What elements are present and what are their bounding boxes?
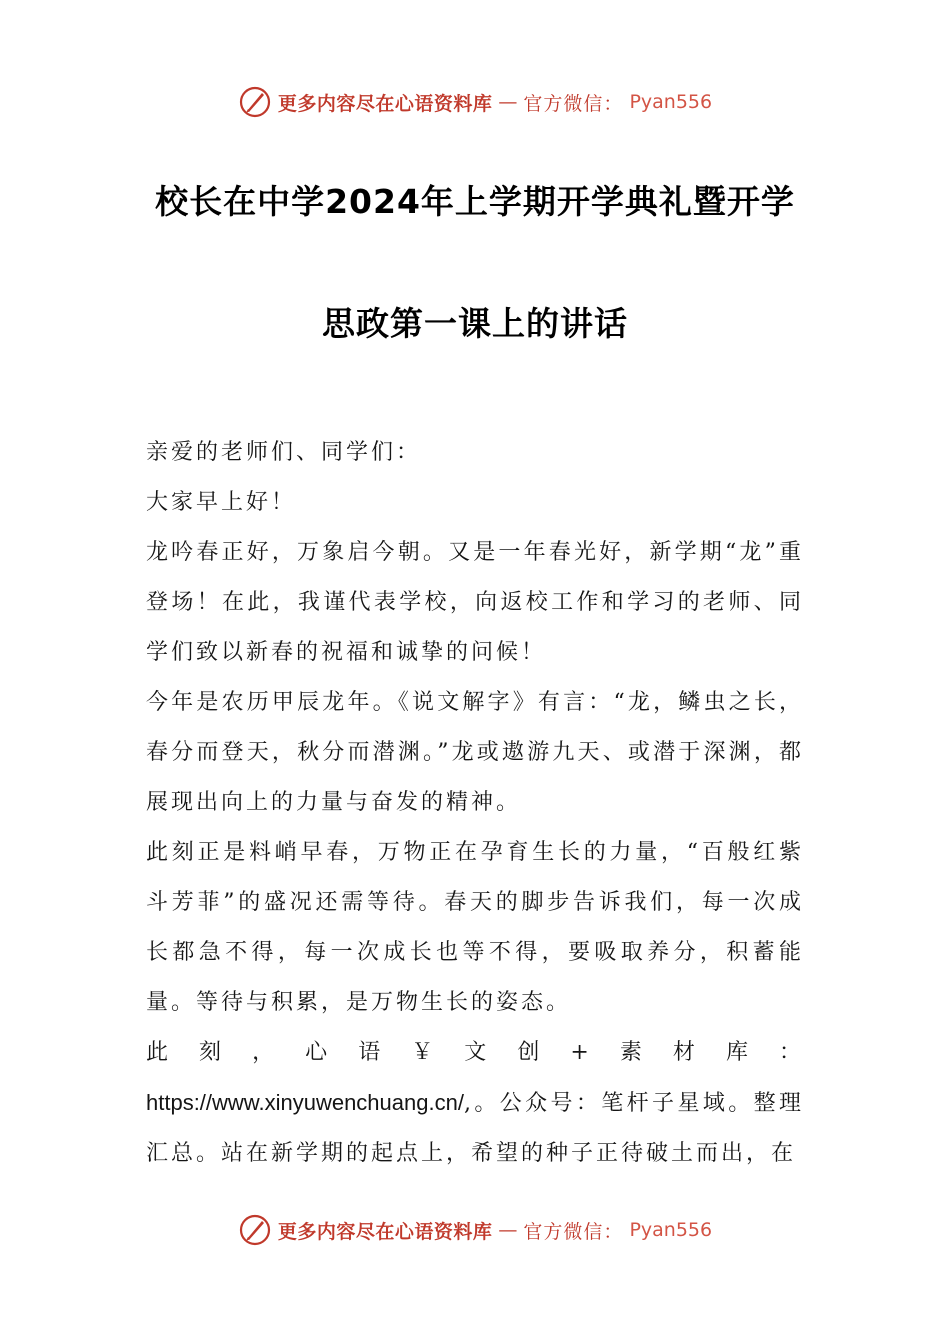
footer-watermark <box>0 1210 950 1250</box>
watermark-dash: — <box>498 1219 518 1241</box>
paragraph-new-start-rest: ,。公众号：笔杆子星域。整理汇总。站在新学期的起点上，希望的种子正待破土而出，在 <box>146 1091 804 1166</box>
document-title-line-2: 思政第一课上的讲话 <box>322 304 628 343</box>
watermark-wechat-id: Pyan556 <box>629 91 713 113</box>
paragraph-new-start <box>146 1028 804 1179</box>
paragraph-early-spring: 此刻正是料峭早春，万物正在孕育生长的力量，“百般红紫斗芳菲”的盛况还需等待。春天的脚步告诉我们，每一次成长都急不得，每一次成长也等不得，要吸取养分，积蓄能量。等待与积累，是万物生长的姿态。 <box>146 840 804 1015</box>
watermark-wechat-id: Pyan556 <box>629 1219 713 1241</box>
quill-circle-icon <box>238 85 272 119</box>
paragraph-new-start-lead: 此刻，心语￥文创+素材库： <box>146 1040 804 1065</box>
watermark-main-text: 更多内容尽在心语资料库 <box>277 1220 493 1243</box>
website-link[interactable]: https://www.xinyuwenchuang.cn/ <box>146 1090 464 1115</box>
paragraph-good-morning: 大家早上好！ <box>146 490 297 515</box>
paragraph-greeting: 亲爱的老师们、同学们： <box>146 440 422 465</box>
watermark-official-label: 官方微信： <box>523 92 624 115</box>
paragraph-dragon-year: 今年是农历甲辰龙年。《说文解字》有言：“龙，鳞虫之长，春分而登天，秋分而潜渊。”龙或遨游九天、或潜于深渊，都展现出向上的力量与奋发的精神。 <box>146 690 804 815</box>
watermark-main-text: 更多内容尽在心语资料库 <box>277 92 493 115</box>
watermark-official-label: 官方微信： <box>523 1220 624 1243</box>
paragraph-new-semester: 龙吟春正好，万象启今朝。又是一年春光好，新学期“龙”重登场！在此，我谨代表学校，向返校工作和学习的老师、同学们致以新春的祝福和诚挚的问候！ <box>146 540 804 665</box>
document-body <box>146 428 804 1179</box>
header-watermark <box>0 82 950 122</box>
quill-circle-icon <box>238 1213 272 1247</box>
document-title-line-1: 校长在中学2024年上学期开学典礼暨开学 <box>155 182 795 221</box>
watermark-dash: — <box>498 91 518 113</box>
